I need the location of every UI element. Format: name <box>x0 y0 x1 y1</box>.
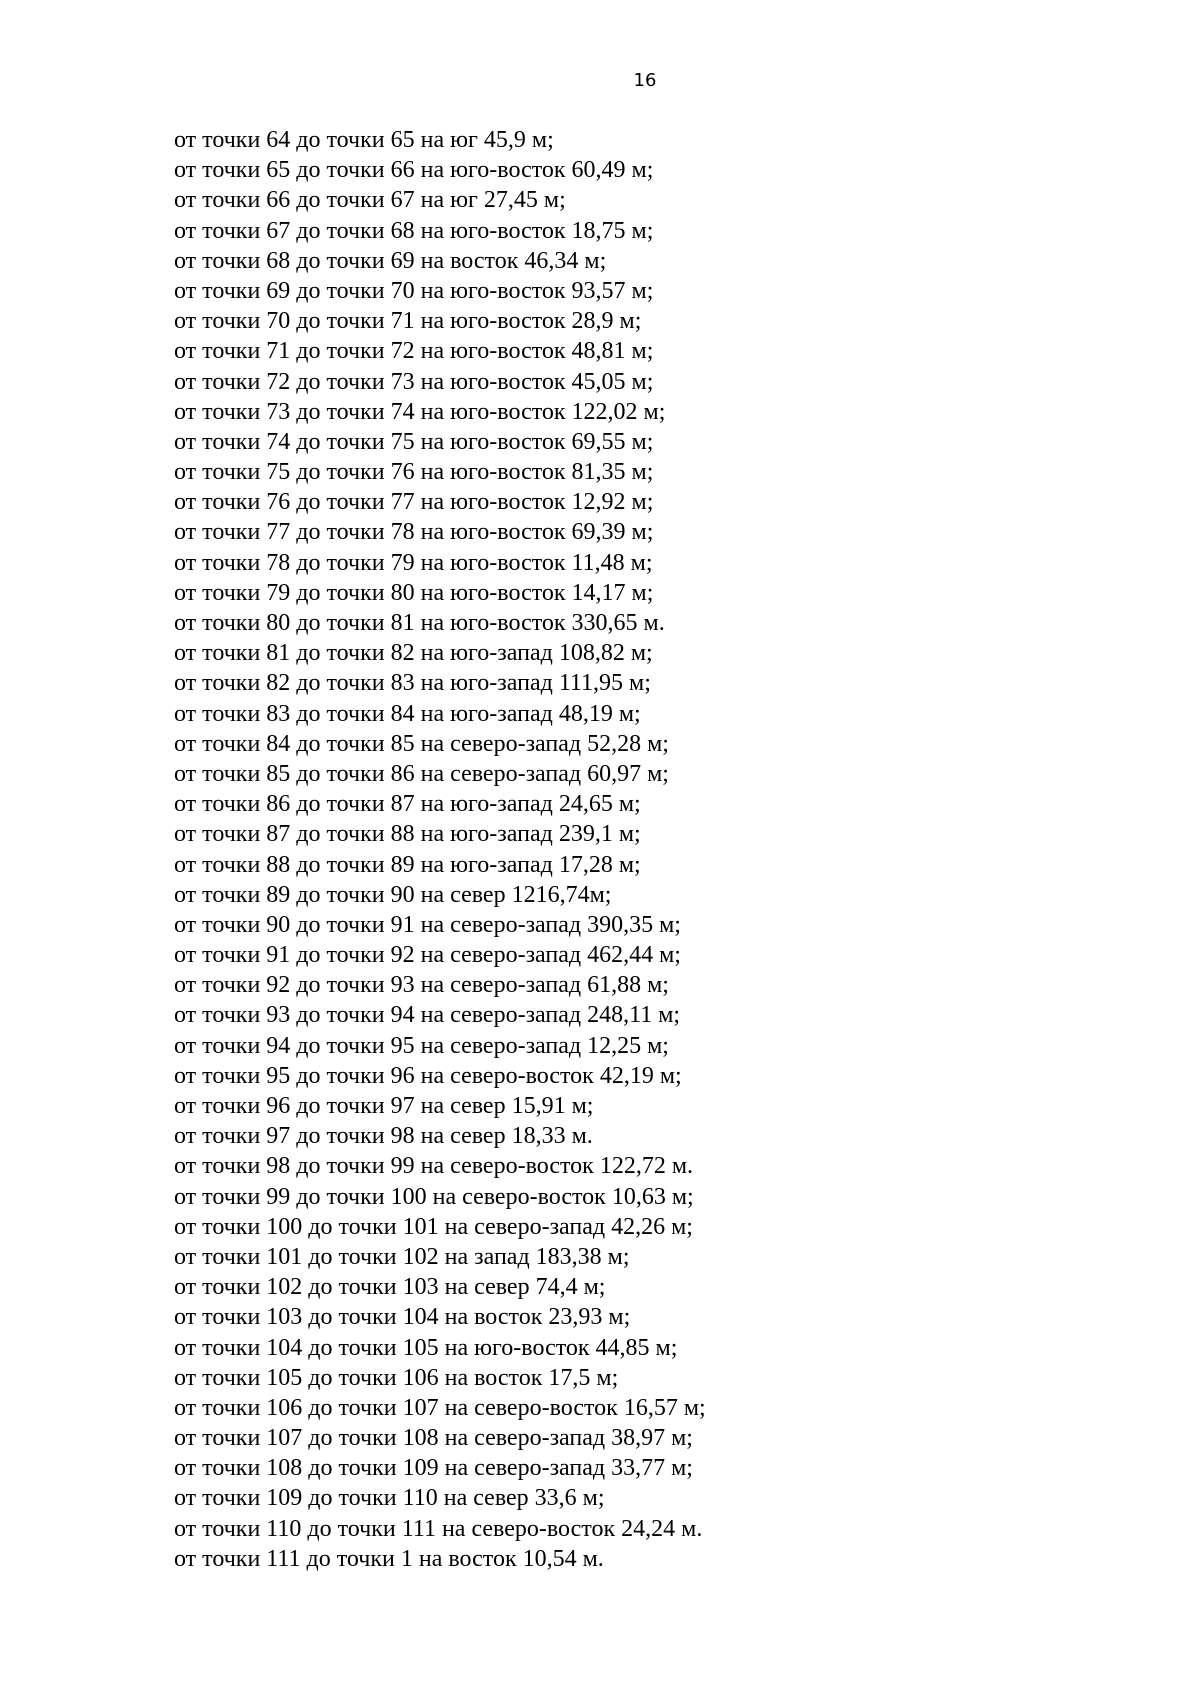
boundary-segment-line: от точки 105 до точки 106 на восток 17,5 м; <box>174 1364 619 1391</box>
boundary-segment-line: от точки 82 до точки 83 на юго-запад 111,95 м; <box>174 670 651 697</box>
boundary-segment-line: от точки 104 до точки 105 на юго-восток 44,85 м; <box>174 1334 678 1361</box>
boundary-segment-line: от точки 108 до точки 109 на северо-запад 33,77 м; <box>174 1455 693 1482</box>
boundary-segment-line: от точки 94 до точки 95 на северо-запад 12,25 м; <box>174 1032 669 1059</box>
boundary-segment-line: от точки 85 до точки 86 на северо-запад 60,97 м; <box>174 760 669 787</box>
boundary-segment-line: от точки 84 до точки 85 на северо-запад 52,28 м; <box>174 730 669 757</box>
boundary-segment-line: от точки 81 до точки 82 на юго-запад 108,82 м; <box>174 640 653 667</box>
boundary-segment-line: от точки 95 до точки 96 на северо-восток 42,19 м; <box>174 1062 682 1089</box>
boundary-segment-line: от точки 110 до точки 111 на северо-восток 24,24 м. <box>174 1515 703 1542</box>
boundary-segment-line: от точки 99 до точки 100 на северо-восток 10,63 м; <box>174 1183 694 1210</box>
boundary-segment-line: от точки 100 до точки 101 на северо-запад 42,26 м; <box>174 1213 693 1240</box>
boundary-segment-line: от точки 71 до точки 72 на юго-восток 48,81 м; <box>174 338 654 365</box>
boundary-segment-line: от точки 86 до точки 87 на юго-запад 24,65 м; <box>174 791 641 818</box>
boundary-segment-line: от точки 91 до точки 92 на северо-запад 462,44 м; <box>174 942 681 969</box>
boundary-segment-line: от точки 67 до точки 68 на юго-восток 18,75 м; <box>174 217 654 244</box>
boundary-segment-line: от точки 70 до точки 71 на юго-восток 28,9 м; <box>174 308 642 335</box>
page-number: 16 <box>633 70 657 91</box>
boundary-segment-line: от точки 72 до точки 73 на юго-восток 45,05 м; <box>174 368 654 395</box>
boundary-segment-line: от точки 92 до точки 93 на северо-запад 61,88 м; <box>174 972 669 999</box>
boundary-segment-line: от точки 93 до точки 94 на северо-запад 248,11 м; <box>174 1002 681 1029</box>
boundary-description-list <box>174 125 1154 1574</box>
boundary-segment-line: от точки 87 до точки 88 на юго-запад 239,1 м; <box>174 821 641 848</box>
boundary-segment-line: от точки 78 до точки 79 на юго-восток 11,48 м; <box>174 549 653 576</box>
boundary-segment-line: от точки 109 до точки 110 на север 33,6 м; <box>174 1485 605 1512</box>
boundary-segment-line: от точки 89 до точки 90 на север 1216,74м; <box>174 881 612 908</box>
boundary-segment-line: от точки 106 до точки 107 на северо-восток 16,57 м; <box>174 1394 706 1421</box>
boundary-segment-line: от точки 102 до точки 103 на север 74,4 м; <box>174 1274 606 1301</box>
boundary-segment-line: от точки 111 до точки 1 на восток 10,54 м. <box>174 1545 604 1572</box>
boundary-segment-line: от точки 79 до точки 80 на юго-восток 14,17 м; <box>174 579 654 606</box>
boundary-segment-line: от точки 97 до точки 98 на север 18,33 м. <box>174 1123 593 1150</box>
boundary-segment-line: от точки 66 до точки 67 на юг 27,45 м; <box>174 187 566 214</box>
boundary-segment-line: от точки 74 до точки 75 на юго-восток 69,55 м; <box>174 428 654 455</box>
boundary-segment-line: от точки 98 до точки 99 на северо-восток 122,72 м. <box>174 1153 693 1180</box>
boundary-segment-line: от точки 64 до точки 65 на юг 45,9 м; <box>174 127 554 153</box>
boundary-segment-line: от точки 83 до точки 84 на юго-запад 48,19 м; <box>174 700 641 727</box>
boundary-segment-line: от точки 107 до точки 108 на северо-запад 38,97 м; <box>174 1425 693 1452</box>
boundary-segment-line: от точки 90 до точки 91 на северо-запад 390,35 м; <box>174 911 681 938</box>
boundary-segment-line: от точки 88 до точки 89 на юго-запад 17,28 м; <box>174 851 641 878</box>
boundary-segment-line: от точки 65 до точки 66 на юго-восток 60,49 м; <box>174 157 654 184</box>
boundary-segment-line: от точки 68 до точки 69 на восток 46,34 м; <box>174 247 607 274</box>
boundary-segment-line: от точки 75 до точки 76 на юго-восток 81,35 м; <box>174 459 654 486</box>
boundary-segment-line: от точки 96 до точки 97 на север 15,91 м; <box>174 1093 594 1119</box>
boundary-segment-line: от точки 80 до точки 81 на юго-восток 330,65 м. <box>174 610 665 636</box>
boundary-segment-line: от точки 73 до точки 74 на юго-восток 122,02 м; <box>174 398 666 425</box>
boundary-segment-line: от точки 69 до точки 70 на юго-восток 93,57 м; <box>174 277 654 304</box>
boundary-segment-line: от точки 103 до точки 104 на восток 23,93 м; <box>174 1304 631 1331</box>
boundary-segment-line: от точки 77 до точки 78 на юго-восток 69,39 м; <box>174 519 654 546</box>
boundary-segment-line: от точки 101 до точки 102 на запад 183,38 м; <box>174 1243 630 1270</box>
boundary-segment-line: от точки 76 до точки 77 на юго-восток 12,92 м; <box>174 489 654 516</box>
